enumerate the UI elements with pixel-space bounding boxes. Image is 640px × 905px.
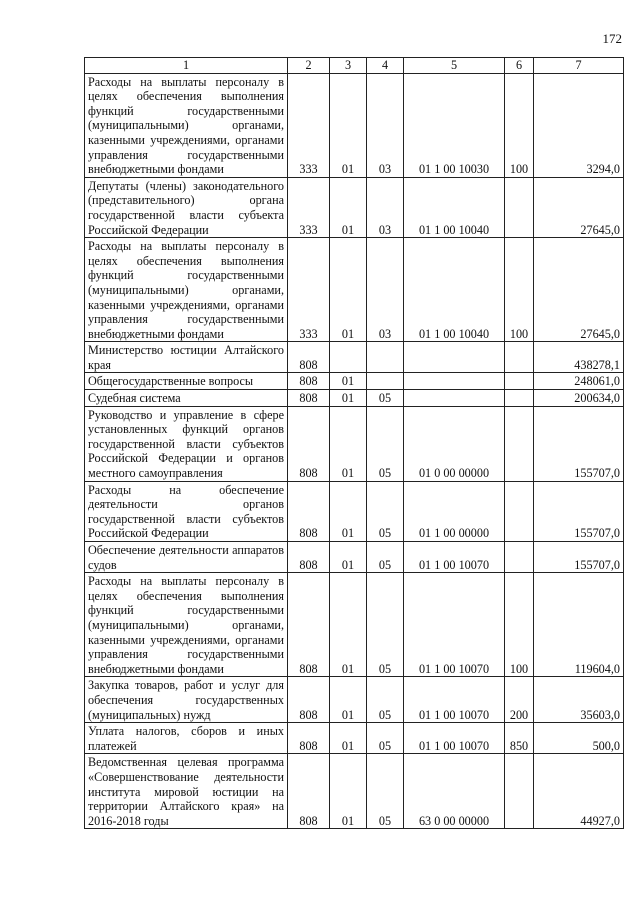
table-row xyxy=(85,677,624,723)
row-name: Расходы на обеспечение деятельности органов государственной власти субъектов Российской Федерации xyxy=(85,481,288,541)
row-name: Руководство и управление в сфере установленных функций органов государственной власти субъектов Российской Федерации и органов местного самоуправления xyxy=(85,406,288,481)
row-section-code: 01 xyxy=(330,754,367,829)
row-expense-type xyxy=(505,342,534,373)
row-section-code xyxy=(330,342,367,373)
row-subsection-code: 05 xyxy=(367,754,404,829)
row-subsection-code xyxy=(367,342,404,373)
row-department-code: 808 xyxy=(288,390,330,407)
row-section-code: 01 xyxy=(330,73,367,177)
row-target-article: 01 0 00 00000 xyxy=(404,406,505,481)
row-subsection-code: 03 xyxy=(367,73,404,177)
row-expense-type: 850 xyxy=(505,723,534,754)
row-amount: 155707,0 xyxy=(534,542,624,573)
row-target-article xyxy=(404,373,505,390)
row-department-code: 808 xyxy=(288,542,330,573)
row-target-article: 01 1 00 10070 xyxy=(404,723,505,754)
page-number: 172 xyxy=(602,31,622,46)
table-row xyxy=(85,390,624,407)
row-subsection-code: 05 xyxy=(367,677,404,723)
row-expense-type: 200 xyxy=(505,677,534,723)
row-name: Расходы на выплаты персоналу в целях обеспечения выполнения функций государственными (муниципальными) органами, казенными учреждениями, органами управления государственными внебюджетными фондами xyxy=(85,73,288,177)
row-expense-type xyxy=(505,406,534,481)
table-row xyxy=(85,342,624,373)
row-department-code: 808 xyxy=(288,677,330,723)
row-amount: 155707,0 xyxy=(534,481,624,541)
row-name: Судебная система xyxy=(85,390,288,407)
row-expense-type: 100 xyxy=(505,238,534,342)
row-target-article: 01 1 00 10070 xyxy=(404,677,505,723)
row-department-code: 808 xyxy=(288,342,330,373)
row-section-code: 01 xyxy=(330,390,367,407)
column-header: 6 xyxy=(505,58,534,74)
row-name: Общегосударственные вопросы xyxy=(85,373,288,390)
row-subsection-code xyxy=(367,373,404,390)
row-section-code: 01 xyxy=(330,373,367,390)
row-subsection-code: 05 xyxy=(367,573,404,677)
row-subsection-code: 05 xyxy=(367,390,404,407)
row-amount: 3294,0 xyxy=(534,73,624,177)
row-expense-type: 100 xyxy=(505,73,534,177)
row-name: Закупка товаров, работ и услуг для обеспечения государственных (муниципальных) нужд xyxy=(85,677,288,723)
row-amount: 438278,1 xyxy=(534,342,624,373)
row-target-article: 01 1 00 10070 xyxy=(404,542,505,573)
column-header-row xyxy=(85,58,624,74)
row-department-code: 808 xyxy=(288,481,330,541)
row-amount: 500,0 xyxy=(534,723,624,754)
row-department-code: 808 xyxy=(288,723,330,754)
column-header: 2 xyxy=(288,58,330,74)
row-target-article xyxy=(404,390,505,407)
row-expense-type xyxy=(505,754,534,829)
budget-table xyxy=(84,57,624,829)
table-row xyxy=(85,373,624,390)
row-department-code: 808 xyxy=(288,573,330,677)
table-row xyxy=(85,723,624,754)
row-amount: 35603,0 xyxy=(534,677,624,723)
column-header: 1 xyxy=(85,58,288,74)
row-subsection-code: 03 xyxy=(367,177,404,237)
row-department-code: 333 xyxy=(288,73,330,177)
row-target-article: 01 1 00 10030 xyxy=(404,73,505,177)
column-header: 3 xyxy=(330,58,367,74)
row-expense-type xyxy=(505,373,534,390)
row-department-code: 808 xyxy=(288,373,330,390)
table-row xyxy=(85,177,624,237)
row-section-code: 01 xyxy=(330,723,367,754)
table-row xyxy=(85,406,624,481)
table-row xyxy=(85,238,624,342)
row-name: Расходы на выплаты персоналу в целях обеспечения выполнения функций государственными (муниципальными) органами, казенными учреждениями, органами управления государственными внебюджетными фондами xyxy=(85,238,288,342)
row-subsection-code: 03 xyxy=(367,238,404,342)
column-header: 7 xyxy=(534,58,624,74)
row-department-code: 333 xyxy=(288,177,330,237)
row-expense-type xyxy=(505,481,534,541)
row-expense-type xyxy=(505,390,534,407)
row-subsection-code: 05 xyxy=(367,723,404,754)
row-target-article: 01 1 00 10040 xyxy=(404,238,505,342)
row-amount: 155707,0 xyxy=(534,406,624,481)
row-amount: 248061,0 xyxy=(534,373,624,390)
row-amount: 44927,0 xyxy=(534,754,624,829)
row-department-code: 808 xyxy=(288,406,330,481)
row-expense-type xyxy=(505,177,534,237)
table-row xyxy=(85,73,624,177)
row-name: Расходы на выплаты персоналу в целях обеспечения выполнения функций государственными (муниципальными) органами, казенными учреждениями, органами управления государственными внебюджетными фондами xyxy=(85,573,288,677)
row-target-article: 63 0 00 00000 xyxy=(404,754,505,829)
row-section-code: 01 xyxy=(330,177,367,237)
row-subsection-code: 05 xyxy=(367,406,404,481)
row-target-article: 01 1 00 10040 xyxy=(404,177,505,237)
row-amount: 27645,0 xyxy=(534,177,624,237)
column-header: 4 xyxy=(367,58,404,74)
row-expense-type xyxy=(505,542,534,573)
table-row xyxy=(85,573,624,677)
row-section-code: 01 xyxy=(330,573,367,677)
row-name: Обеспечение деятельности аппаратов судов xyxy=(85,542,288,573)
row-subsection-code: 05 xyxy=(367,542,404,573)
row-amount: 119604,0 xyxy=(534,573,624,677)
row-target-article: 01 1 00 10070 xyxy=(404,573,505,677)
row-section-code: 01 xyxy=(330,481,367,541)
row-section-code: 01 xyxy=(330,406,367,481)
row-target-article: 01 1 00 00000 xyxy=(404,481,505,541)
row-section-code: 01 xyxy=(330,542,367,573)
row-target-article xyxy=(404,342,505,373)
row-name: Министерство юстиции Алтайского края xyxy=(85,342,288,373)
row-section-code: 01 xyxy=(330,238,367,342)
table-row xyxy=(85,542,624,573)
row-amount: 27645,0 xyxy=(534,238,624,342)
table-row xyxy=(85,481,624,541)
row-department-code: 333 xyxy=(288,238,330,342)
table-row xyxy=(85,754,624,829)
column-header: 5 xyxy=(404,58,505,74)
row-section-code: 01 xyxy=(330,677,367,723)
row-name: Депутаты (члены) законодательного (представительного) органа государственной власти субъекта Российской Федерации xyxy=(85,177,288,237)
row-name: Ведомственная целевая программа «Совершенствование деятельности института мировой юстиции на территории Алтайского края» на 2016-2018 годы xyxy=(85,754,288,829)
row-expense-type: 100 xyxy=(505,573,534,677)
row-amount: 200634,0 xyxy=(534,390,624,407)
row-department-code: 808 xyxy=(288,754,330,829)
row-subsection-code: 05 xyxy=(367,481,404,541)
row-name: Уплата налогов, сборов и иных платежей xyxy=(85,723,288,754)
